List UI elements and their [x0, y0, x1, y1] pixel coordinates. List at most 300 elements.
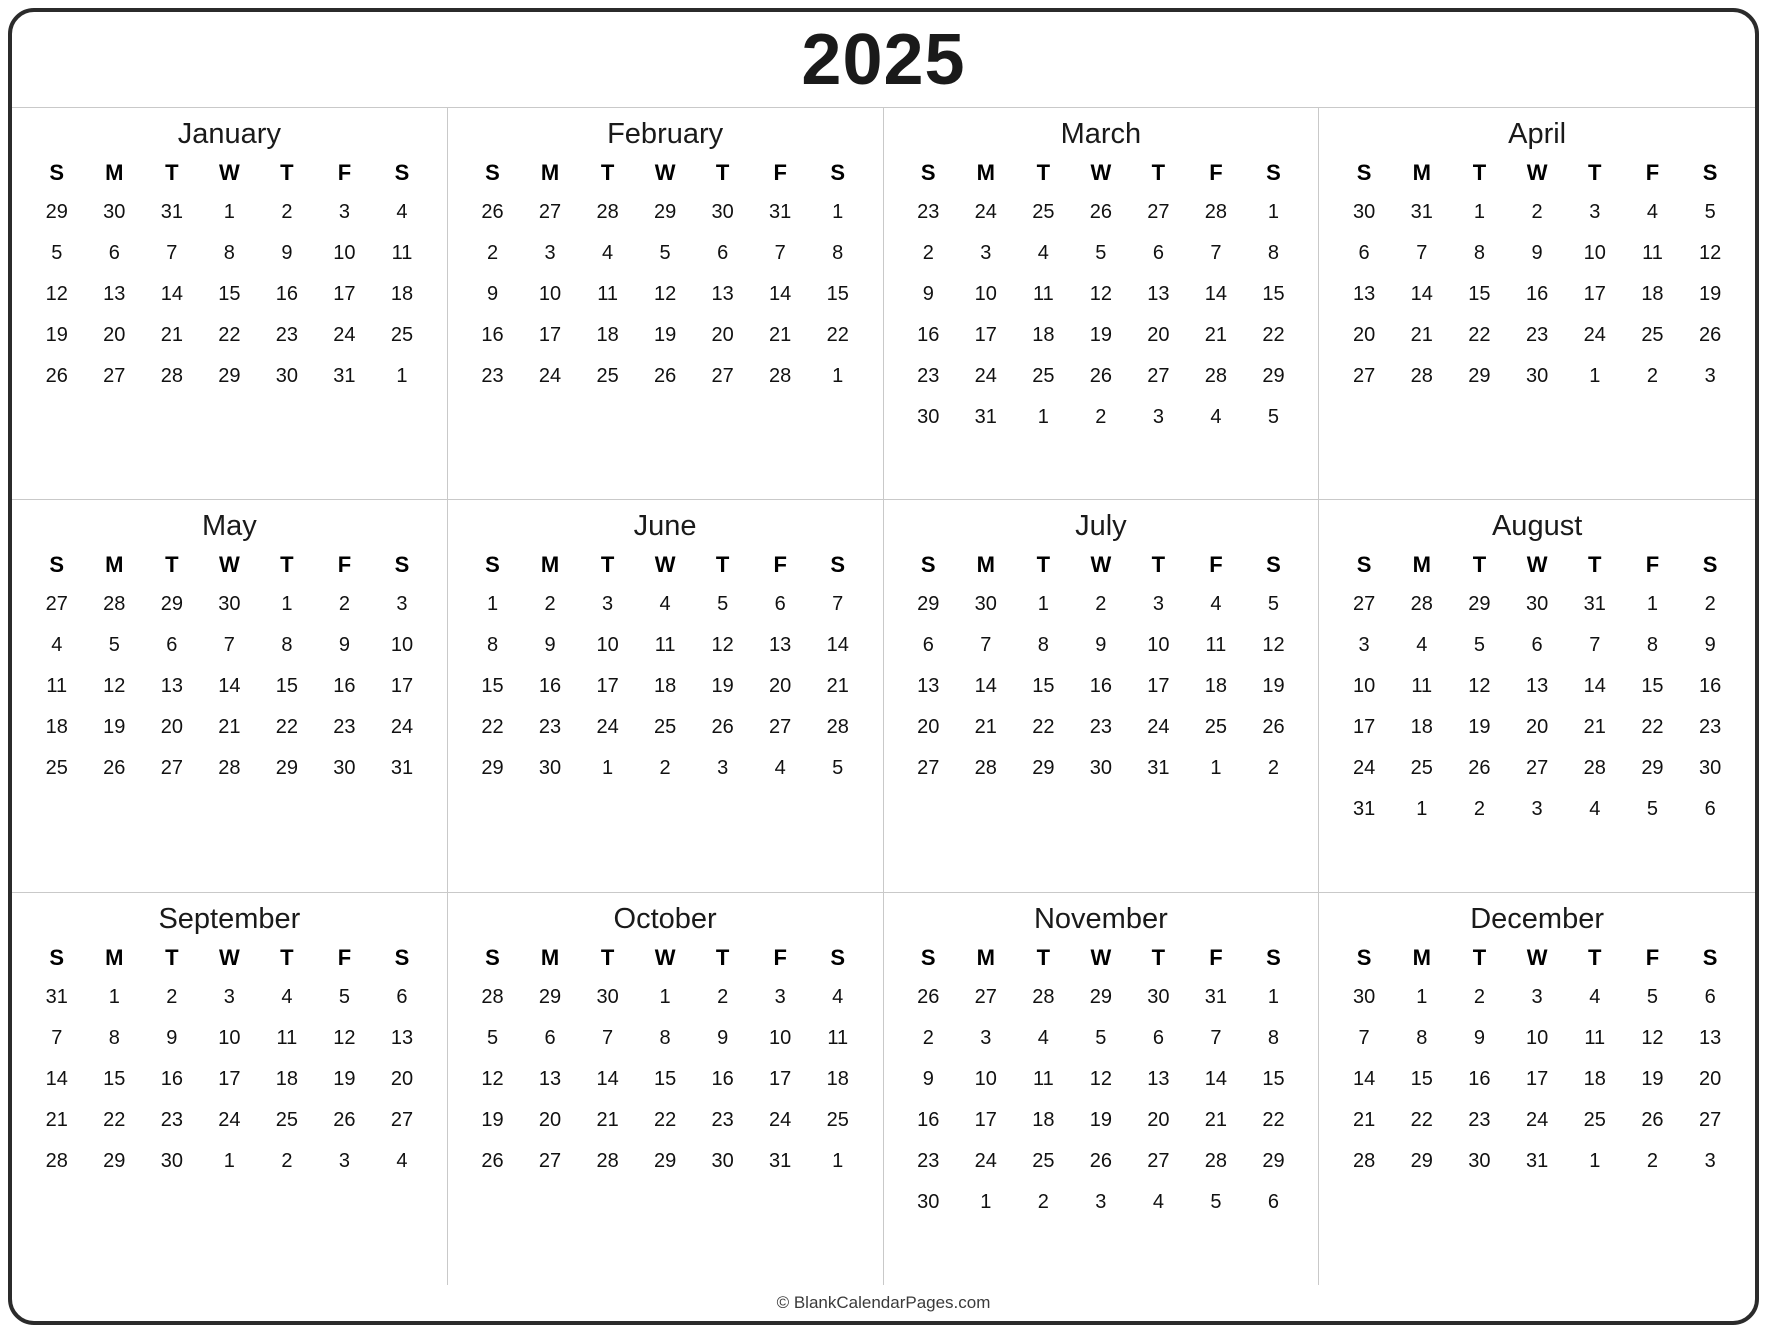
- day-cell-adjacent-month[interactable]: 1: [1589, 1149, 1601, 1172]
- day-cell[interactable]: 20: [1699, 1067, 1722, 1090]
- day-cell[interactable]: 15: [218, 283, 241, 305]
- day-cell[interactable]: 15: [826, 283, 849, 305]
- day-cell-adjacent-month[interactable]: 6: [1267, 1190, 1280, 1213]
- day-cell[interactable]: 26: [481, 1149, 504, 1172]
- day-cell-adjacent-month[interactable]: 1: [980, 1190, 992, 1213]
- day-cell[interactable]: 23: [1468, 1108, 1491, 1131]
- day-cell[interactable]: 8: [1037, 634, 1049, 657]
- day-cell-adjacent-month[interactable]: 31: [1410, 201, 1433, 223]
- day-cell[interactable]: 14: [769, 283, 792, 305]
- day-cell[interactable]: 22: [103, 1108, 126, 1131]
- day-cell[interactable]: 23: [917, 1149, 940, 1172]
- day-cell[interactable]: 6: [1358, 242, 1370, 264]
- day-cell[interactable]: 24: [769, 1108, 792, 1131]
- day-cell[interactable]: 3: [1589, 201, 1601, 223]
- day-cell[interactable]: 4: [1210, 593, 1222, 616]
- day-cell[interactable]: 1: [1416, 985, 1428, 1008]
- day-cell[interactable]: 11: [391, 242, 413, 264]
- day-cell[interactable]: 23: [481, 365, 504, 387]
- day-cell[interactable]: 24: [596, 716, 619, 739]
- day-cell[interactable]: 24: [1525, 1108, 1549, 1131]
- day-cell[interactable]: 31: [1352, 798, 1376, 821]
- day-cell[interactable]: 2: [281, 201, 293, 223]
- day-cell[interactable]: 25: [826, 1108, 849, 1131]
- day-cell-adjacent-month[interactable]: 4: [1210, 406, 1222, 428]
- day-cell[interactable]: 7: [774, 242, 786, 264]
- day-cell-adjacent-month[interactable]: 28: [481, 985, 504, 1008]
- day-cell-adjacent-month[interactable]: 1: [832, 365, 844, 387]
- day-cell[interactable]: 16: [538, 675, 562, 698]
- day-cell[interactable]: 19: [1468, 716, 1491, 739]
- day-cell[interactable]: 11: [276, 1026, 298, 1049]
- day-cell[interactable]: 7: [1416, 242, 1428, 264]
- day-cell[interactable]: 6: [922, 634, 934, 657]
- day-cell-adjacent-month[interactable]: 2: [1646, 365, 1658, 387]
- day-cell[interactable]: 8: [1416, 1026, 1428, 1049]
- day-cell[interactable]: 18: [1032, 324, 1055, 346]
- day-cell[interactable]: 13: [1147, 283, 1170, 305]
- day-cell[interactable]: 3: [1531, 985, 1543, 1008]
- day-cell[interactable]: 10: [974, 1067, 997, 1090]
- day-cell-adjacent-month[interactable]: 2: [1095, 406, 1107, 428]
- day-cell[interactable]: 14: [218, 675, 241, 698]
- day-cell[interactable]: 17: [974, 324, 997, 346]
- day-cell-adjacent-month[interactable]: 31: [1583, 593, 1606, 616]
- day-cell[interactable]: 13: [390, 1026, 414, 1049]
- day-cell[interactable]: 28: [1410, 365, 1433, 387]
- day-cell-adjacent-month[interactable]: 1: [223, 1149, 235, 1172]
- day-cell[interactable]: 21: [1410, 324, 1433, 346]
- day-cell[interactable]: 25: [275, 1108, 299, 1131]
- day-cell[interactable]: 6: [1152, 1026, 1164, 1049]
- day-cell[interactable]: 21: [769, 324, 792, 346]
- day-cell[interactable]: 31: [333, 365, 356, 387]
- day-cell[interactable]: 29: [653, 1149, 677, 1172]
- day-cell[interactable]: 25: [596, 365, 619, 387]
- day-cell[interactable]: 6: [544, 1026, 556, 1049]
- day-cell[interactable]: 20: [103, 324, 126, 346]
- day-cell[interactable]: 26: [711, 716, 734, 739]
- day-cell[interactable]: 25: [1032, 1149, 1055, 1172]
- day-cell[interactable]: 15: [1468, 283, 1491, 305]
- day-cell[interactable]: 15: [103, 1067, 126, 1090]
- day-cell[interactable]: 1: [832, 201, 844, 223]
- day-cell[interactable]: 24: [1147, 716, 1170, 739]
- day-cell[interactable]: 9: [486, 283, 499, 305]
- day-cell[interactable]: 12: [711, 634, 734, 657]
- day-cell[interactable]: 27: [1147, 1149, 1170, 1172]
- day-cell[interactable]: 17: [769, 1067, 792, 1090]
- day-cell-adjacent-month[interactable]: 30: [596, 985, 619, 1008]
- day-cell[interactable]: 11: [46, 675, 68, 698]
- day-cell[interactable]: 19: [653, 324, 677, 346]
- day-cell[interactable]: 6: [166, 634, 178, 657]
- day-cell[interactable]: 4: [51, 634, 63, 657]
- day-cell[interactable]: 23: [711, 1108, 734, 1131]
- day-cell[interactable]: 26: [333, 1108, 356, 1131]
- day-cell-adjacent-month[interactable]: 3: [717, 757, 729, 780]
- day-cell[interactable]: 10: [769, 1026, 792, 1049]
- day-cell[interactable]: 19: [1089, 324, 1112, 346]
- day-cell[interactable]: 30: [1525, 365, 1549, 387]
- day-cell[interactable]: 5: [659, 242, 671, 264]
- day-cell[interactable]: 29: [1262, 365, 1285, 387]
- day-cell[interactable]: 20: [1147, 324, 1170, 346]
- day-cell[interactable]: 27: [390, 1108, 414, 1131]
- day-cell[interactable]: 18: [826, 1067, 849, 1090]
- day-cell[interactable]: 8: [1473, 242, 1485, 264]
- day-cell[interactable]: 24: [1583, 324, 1606, 346]
- day-cell[interactable]: 15: [481, 675, 504, 698]
- day-cell[interactable]: 19: [481, 1108, 504, 1131]
- day-cell[interactable]: 4: [1037, 242, 1049, 264]
- day-cell[interactable]: 30: [538, 757, 562, 780]
- day-cell[interactable]: 24: [333, 324, 356, 346]
- day-cell[interactable]: 4: [1416, 634, 1428, 657]
- day-cell[interactable]: 29: [275, 757, 299, 780]
- day-cell[interactable]: 2: [166, 985, 178, 1008]
- day-cell[interactable]: 12: [1089, 283, 1112, 305]
- day-cell-adjacent-month[interactable]: 3: [338, 1149, 350, 1172]
- day-cell[interactable]: 10: [1525, 1026, 1549, 1049]
- day-cell[interactable]: 22: [1410, 1108, 1433, 1131]
- day-cell[interactable]: 28: [1204, 1149, 1228, 1172]
- day-cell[interactable]: 23: [160, 1108, 183, 1131]
- day-cell[interactable]: 16: [275, 283, 299, 305]
- day-cell[interactable]: 1: [1473, 201, 1485, 223]
- day-cell[interactable]: 11: [1032, 1067, 1054, 1090]
- day-cell[interactable]: 22: [218, 324, 241, 346]
- day-cell[interactable]: 7: [832, 593, 844, 616]
- day-cell[interactable]: 5: [717, 593, 729, 616]
- day-cell[interactable]: 14: [1410, 283, 1433, 305]
- day-cell[interactable]: 26: [1262, 716, 1285, 739]
- day-cell-adjacent-month[interactable]: 30: [711, 201, 734, 223]
- day-cell[interactable]: 20: [917, 716, 940, 739]
- day-cell[interactable]: 11: [1411, 675, 1433, 698]
- day-cell[interactable]: 26: [45, 365, 68, 387]
- day-cell[interactable]: 12: [481, 1067, 504, 1090]
- day-cell[interactable]: 21: [218, 716, 241, 739]
- day-cell[interactable]: 28: [596, 1149, 619, 1172]
- day-cell[interactable]: 25: [653, 716, 677, 739]
- day-cell[interactable]: 8: [108, 1026, 120, 1049]
- day-cell-adjacent-month[interactable]: 3: [1152, 406, 1164, 428]
- day-cell[interactable]: 1: [486, 593, 499, 616]
- day-cell[interactable]: 29: [103, 1149, 126, 1172]
- day-cell[interactable]: 14: [45, 1067, 68, 1090]
- day-cell[interactable]: 31: [1525, 1149, 1549, 1172]
- day-cell[interactable]: 13: [711, 283, 734, 305]
- day-cell[interactable]: 17: [974, 1108, 997, 1131]
- day-cell[interactable]: 26: [1089, 365, 1112, 387]
- day-cell[interactable]: 21: [974, 716, 997, 739]
- day-cell-adjacent-month[interactable]: 27: [1147, 201, 1170, 223]
- day-cell-adjacent-month[interactable]: 3: [1531, 798, 1543, 821]
- day-cell[interactable]: 27: [1699, 1108, 1722, 1131]
- day-cell[interactable]: 7: [223, 634, 235, 657]
- day-cell[interactable]: 27: [769, 716, 792, 739]
- day-cell[interactable]: 26: [1468, 757, 1491, 780]
- day-cell[interactable]: 7: [1358, 1026, 1370, 1049]
- day-cell[interactable]: 5: [1473, 634, 1485, 657]
- day-cell-adjacent-month[interactable]: 4: [396, 1149, 408, 1172]
- day-cell[interactable]: 21: [160, 324, 183, 346]
- day-cell[interactable]: 2: [486, 242, 499, 264]
- day-cell-adjacent-month[interactable]: 1: [396, 365, 408, 387]
- day-cell[interactable]: 16: [711, 1067, 734, 1090]
- day-cell[interactable]: 12: [1468, 675, 1491, 698]
- day-cell[interactable]: 28: [1583, 757, 1606, 780]
- day-cell[interactable]: 9: [717, 1026, 729, 1049]
- day-cell[interactable]: 28: [826, 716, 849, 739]
- day-cell[interactable]: 9: [281, 242, 293, 264]
- day-cell[interactable]: 8: [1267, 242, 1280, 264]
- day-cell[interactable]: 16: [1699, 675, 1722, 698]
- day-cell[interactable]: 13: [1147, 1067, 1170, 1090]
- day-cell-adjacent-month[interactable]: 27: [538, 201, 562, 223]
- day-cell-adjacent-month[interactable]: 4: [1589, 798, 1601, 821]
- day-cell[interactable]: 18: [1410, 716, 1433, 739]
- day-cell-adjacent-month[interactable]: 30: [218, 593, 241, 616]
- day-cell[interactable]: 17: [333, 283, 356, 305]
- day-cell[interactable]: 1: [659, 985, 671, 1008]
- day-cell[interactable]: 24: [218, 1108, 241, 1131]
- day-cell[interactable]: 3: [223, 985, 235, 1008]
- day-cell[interactable]: 17: [1147, 675, 1170, 698]
- day-cell[interactable]: 15: [275, 675, 299, 698]
- day-cell[interactable]: 16: [1468, 1067, 1491, 1090]
- day-cell[interactable]: 6: [1152, 242, 1164, 264]
- day-cell[interactable]: 2: [922, 242, 934, 264]
- day-cell[interactable]: 6: [108, 242, 120, 264]
- day-cell[interactable]: 9: [166, 1026, 178, 1049]
- day-cell[interactable]: 21: [1583, 716, 1606, 739]
- day-cell[interactable]: 27: [1352, 365, 1376, 387]
- day-cell-adjacent-month[interactable]: 5: [1646, 798, 1658, 821]
- day-cell[interactable]: 20: [538, 1108, 562, 1131]
- day-cell[interactable]: 14: [160, 283, 183, 305]
- day-cell[interactable]: 2: [717, 985, 729, 1008]
- day-cell[interactable]: 22: [275, 716, 299, 739]
- day-cell[interactable]: 3: [980, 1026, 992, 1049]
- day-cell[interactable]: 8: [1267, 1026, 1280, 1049]
- day-cell[interactable]: 10: [390, 634, 414, 657]
- day-cell[interactable]: 5: [338, 985, 350, 1008]
- day-cell[interactable]: 5: [486, 1026, 499, 1049]
- day-cell[interactable]: 31: [1147, 757, 1170, 780]
- day-cell[interactable]: 10: [218, 1026, 241, 1049]
- day-cell[interactable]: 30: [1699, 757, 1722, 780]
- day-cell[interactable]: 27: [103, 365, 126, 387]
- day-cell[interactable]: 17: [1352, 716, 1376, 739]
- day-cell[interactable]: 24: [974, 1149, 997, 1172]
- day-cell[interactable]: 18: [45, 716, 68, 739]
- day-cell[interactable]: 20: [769, 675, 792, 698]
- day-cell[interactable]: 8: [223, 242, 235, 264]
- day-cell-adjacent-month[interactable]: 6: [1704, 798, 1716, 821]
- day-cell[interactable]: 29: [1032, 757, 1055, 780]
- day-cell[interactable]: 6: [717, 242, 729, 264]
- day-cell[interactable]: 20: [1147, 1108, 1170, 1131]
- day-cell[interactable]: 8: [832, 242, 844, 264]
- day-cell[interactable]: 22: [481, 716, 504, 739]
- day-cell-adjacent-month[interactable]: 2: [1473, 798, 1485, 821]
- day-cell[interactable]: 12: [1699, 242, 1722, 264]
- day-cell-adjacent-month[interactable]: 4: [1152, 1190, 1164, 1213]
- day-cell[interactable]: 17: [596, 675, 619, 698]
- day-cell-adjacent-month[interactable]: 5: [1267, 406, 1280, 428]
- day-cell[interactable]: 14: [974, 675, 997, 698]
- day-cell[interactable]: 29: [218, 365, 241, 387]
- day-cell[interactable]: 27: [1147, 365, 1170, 387]
- day-cell[interactable]: 16: [1089, 675, 1112, 698]
- day-cell[interactable]: 30: [917, 406, 940, 428]
- day-cell[interactable]: 2: [1473, 985, 1485, 1008]
- day-cell-adjacent-month[interactable]: 29: [45, 201, 68, 223]
- day-cell[interactable]: 20: [160, 716, 183, 739]
- day-cell[interactable]: 12: [103, 675, 126, 698]
- day-cell[interactable]: 18: [1032, 1108, 1055, 1131]
- day-cell[interactable]: 15: [1032, 675, 1055, 698]
- day-cell-adjacent-month[interactable]: 31: [160, 201, 183, 223]
- day-cell[interactable]: 13: [769, 634, 792, 657]
- day-cell[interactable]: 25: [1583, 1108, 1606, 1131]
- day-cell[interactable]: 21: [596, 1108, 619, 1131]
- day-cell[interactable]: 3: [338, 201, 350, 223]
- day-cell[interactable]: 3: [544, 242, 556, 264]
- day-cell[interactable]: 4: [832, 985, 844, 1008]
- day-cell[interactable]: 19: [1641, 1067, 1664, 1090]
- day-cell-adjacent-month[interactable]: 27: [1352, 593, 1376, 616]
- day-cell[interactable]: 23: [333, 716, 356, 739]
- day-cell-adjacent-month[interactable]: 30: [1525, 593, 1549, 616]
- day-cell-adjacent-month[interactable]: 2: [1267, 757, 1280, 780]
- day-cell[interactable]: 18: [653, 675, 677, 698]
- day-cell[interactable]: 13: [538, 1067, 562, 1090]
- day-cell[interactable]: 11: [597, 283, 618, 305]
- day-cell[interactable]: 23: [538, 716, 562, 739]
- day-cell[interactable]: 18: [1204, 675, 1228, 698]
- day-cell-adjacent-month[interactable]: 30: [1147, 985, 1170, 1008]
- day-cell[interactable]: 10: [1147, 634, 1170, 657]
- day-cell[interactable]: 5: [51, 242, 63, 264]
- day-cell[interactable]: 14: [1583, 675, 1606, 698]
- day-cell[interactable]: 24: [538, 365, 562, 387]
- day-cell[interactable]: 2: [544, 593, 556, 616]
- day-cell[interactable]: 22: [1262, 1108, 1285, 1131]
- day-cell[interactable]: 28: [160, 365, 183, 387]
- day-cell[interactable]: 26: [653, 365, 677, 387]
- day-cell[interactable]: 29: [1262, 1149, 1285, 1172]
- day-cell[interactable]: 16: [481, 324, 504, 346]
- day-cell[interactable]: 16: [160, 1067, 183, 1090]
- day-cell[interactable]: 19: [333, 1067, 356, 1090]
- day-cell-adjacent-month[interactable]: 3: [1095, 1190, 1107, 1213]
- day-cell-adjacent-month[interactable]: 29: [538, 985, 562, 1008]
- day-cell-adjacent-month[interactable]: 1: [1416, 798, 1428, 821]
- day-cell[interactable]: 27: [1525, 757, 1549, 780]
- day-cell[interactable]: 19: [711, 675, 734, 698]
- day-cell[interactable]: 27: [160, 757, 183, 780]
- day-cell[interactable]: 5: [1095, 242, 1107, 264]
- day-cell[interactable]: 10: [1583, 242, 1606, 264]
- day-cell-adjacent-month[interactable]: 5: [1210, 1190, 1222, 1213]
- day-cell[interactable]: 24: [390, 716, 414, 739]
- day-cell[interactable]: 19: [1262, 675, 1285, 698]
- day-cell[interactable]: 30: [917, 1190, 940, 1213]
- day-cell[interactable]: 22: [1468, 324, 1491, 346]
- day-cell[interactable]: 22: [1641, 716, 1664, 739]
- day-cell[interactable]: 13: [103, 283, 126, 305]
- day-cell[interactable]: 2: [922, 1026, 934, 1049]
- day-cell[interactable]: 10: [596, 634, 619, 657]
- day-cell[interactable]: 4: [659, 593, 671, 616]
- day-cell[interactable]: 4: [602, 242, 614, 264]
- day-cell[interactable]: 10: [333, 242, 356, 264]
- day-cell[interactable]: 31: [974, 406, 997, 428]
- day-cell[interactable]: 9: [338, 634, 350, 657]
- day-cell[interactable]: 18: [1641, 283, 1664, 305]
- day-cell-adjacent-month[interactable]: 1: [1589, 365, 1601, 387]
- day-cell[interactable]: 14: [1204, 283, 1228, 305]
- day-cell-adjacent-month[interactable]: 28: [103, 593, 126, 616]
- day-cell[interactable]: 11: [1205, 634, 1227, 657]
- day-cell[interactable]: 17: [1583, 283, 1606, 305]
- day-cell[interactable]: 11: [1642, 242, 1663, 264]
- day-cell-adjacent-month[interactable]: 28: [1032, 985, 1055, 1008]
- day-cell[interactable]: 12: [1262, 634, 1285, 657]
- day-cell[interactable]: 5: [1646, 985, 1658, 1008]
- day-cell-adjacent-month[interactable]: 28: [596, 201, 619, 223]
- day-cell-adjacent-month[interactable]: 30: [1352, 201, 1376, 223]
- day-cell[interactable]: 9: [1704, 634, 1716, 657]
- day-cell[interactable]: 1: [1646, 593, 1658, 616]
- day-cell-adjacent-month[interactable]: 3: [1704, 365, 1716, 387]
- day-cell-adjacent-month[interactable]: 29: [1468, 593, 1491, 616]
- day-cell[interactable]: 19: [1089, 1108, 1112, 1131]
- day-cell[interactable]: 19: [103, 716, 126, 739]
- day-cell[interactable]: 3: [774, 985, 786, 1008]
- day-cell[interactable]: 5: [1704, 201, 1716, 223]
- day-cell[interactable]: 18: [1583, 1067, 1606, 1090]
- day-cell[interactable]: 9: [1531, 242, 1543, 264]
- day-cell[interactable]: 1: [108, 985, 120, 1008]
- day-cell-adjacent-month[interactable]: 2: [1646, 1149, 1658, 1172]
- day-cell-adjacent-month[interactable]: 1: [1037, 406, 1049, 428]
- day-cell[interactable]: 25: [390, 324, 414, 346]
- day-cell[interactable]: 13: [1525, 675, 1549, 698]
- day-cell[interactable]: 8: [486, 634, 499, 657]
- day-cell[interactable]: 1: [281, 593, 293, 616]
- day-cell[interactable]: 14: [1352, 1067, 1376, 1090]
- day-cell[interactable]: 8: [281, 634, 293, 657]
- day-cell[interactable]: 25: [45, 757, 68, 780]
- day-cell[interactable]: 7: [980, 634, 992, 657]
- day-cell[interactable]: 2: [1095, 593, 1107, 616]
- day-cell-adjacent-month[interactable]: 31: [769, 201, 792, 223]
- day-cell[interactable]: 7: [1210, 242, 1222, 264]
- day-cell[interactable]: 28: [769, 365, 792, 387]
- day-cell[interactable]: 22: [1262, 324, 1285, 346]
- day-cell[interactable]: 21: [1204, 324, 1228, 346]
- day-cell[interactable]: 7: [602, 1026, 614, 1049]
- day-cell[interactable]: 12: [1089, 1067, 1112, 1090]
- day-cell[interactable]: 16: [1525, 283, 1549, 305]
- day-cell[interactable]: 25: [1032, 365, 1055, 387]
- day-cell[interactable]: 28: [218, 757, 241, 780]
- day-cell[interactable]: 21: [1352, 1108, 1376, 1131]
